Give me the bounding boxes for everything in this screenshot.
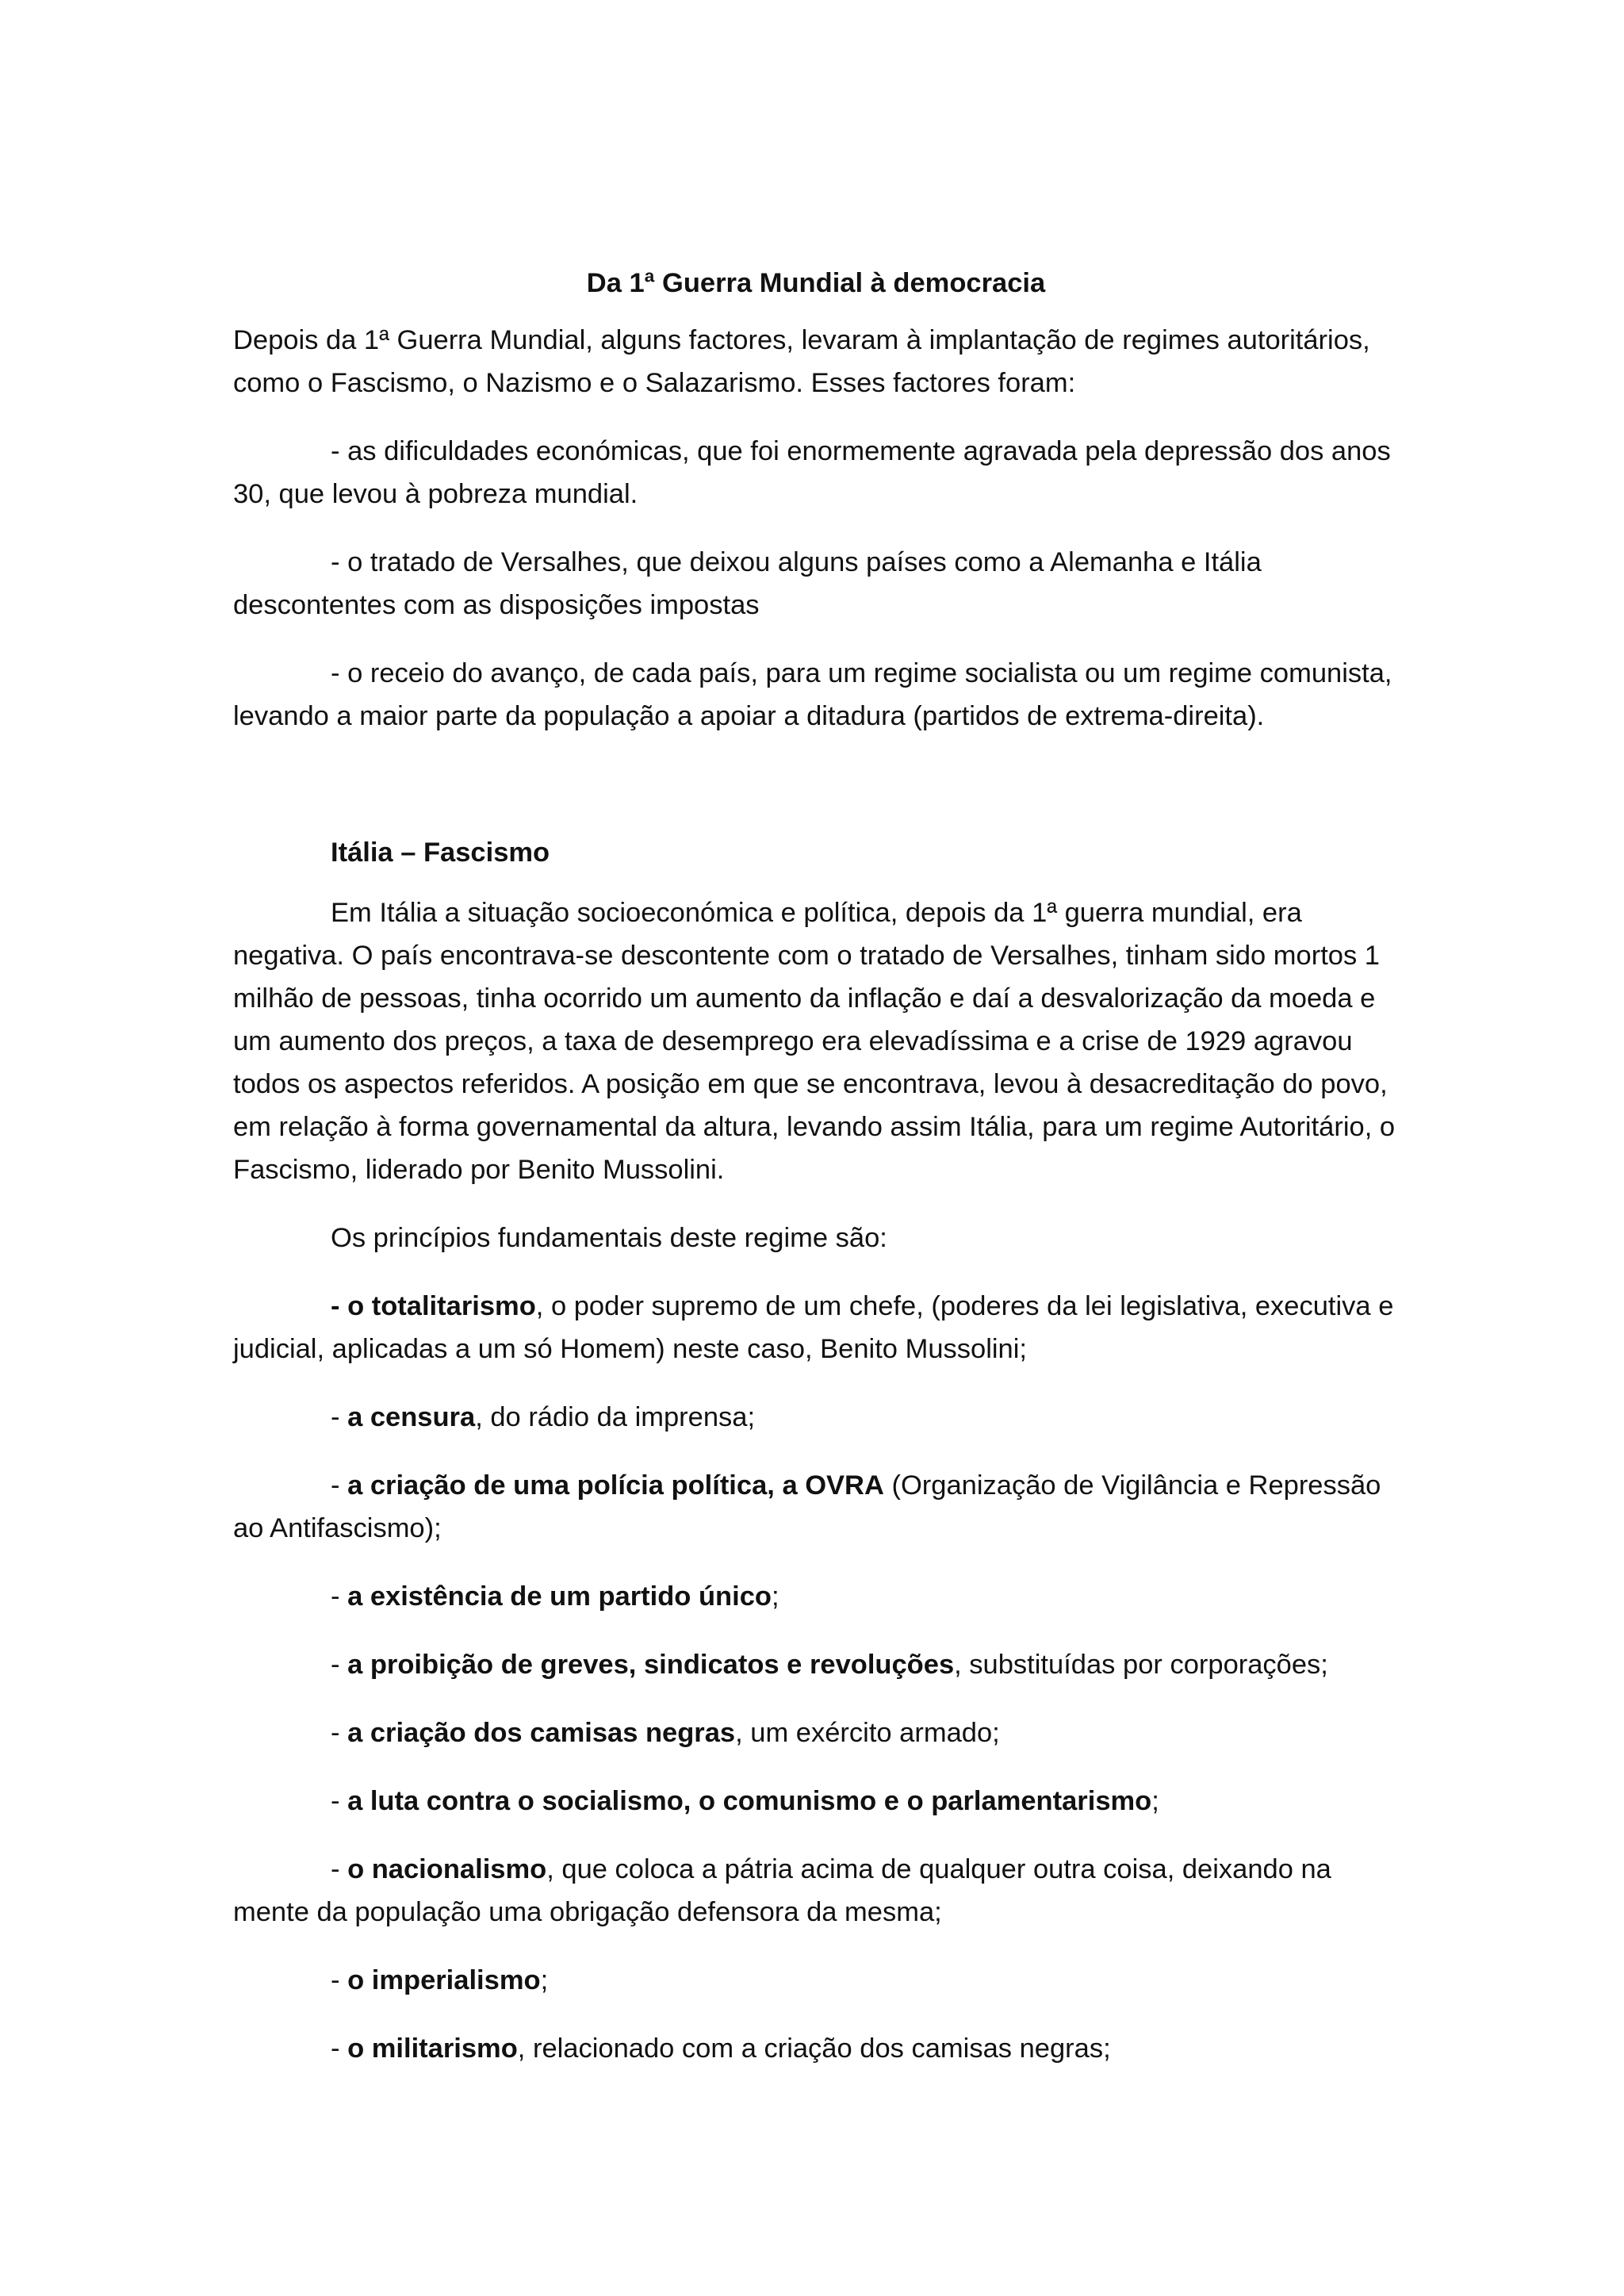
principle-term: a censura [347, 1402, 476, 1432]
principle-dash: - [331, 1581, 348, 1612]
factor-item: - o receio do avanço, de cada país, para um regime socialista ou um regime comunista, levando a maior parte da população a apoiar a ditadura (partidos de extrema-direita). [233, 658, 1392, 731]
principle-description: ; [540, 1965, 549, 1995]
principle-dash: - [331, 1854, 348, 1884]
section-heading: Itália – Fascismo [331, 838, 550, 868]
principle-description: ; [771, 1581, 779, 1612]
principle-item [233, 1285, 1399, 1370]
italy-paragraph: Em Itália a situação socioeconómica e política, depois da 1ª guerra mundial, era negativa. O país encontrava-se descontente com o tratado de Versalhes, tinham sido mortos 1 milhão de pessoas, tinha ocorrido um aumento da inflação e daí a desvalorização da moeda e um aumento dos preços, a taxa de desemprego era elevadíssima e a crise de 1929 agravou todos os aspectos referidos. A posição em que se encontrava, levou à desacreditação do povo, em relação à forma governamental da altura, levando assim Itália, para um regime Autoritário, o Fascismo, liderado por Benito Mussolini. [233, 898, 1396, 1185]
principle-item [233, 1396, 1399, 1439]
intro-paragraph: Depois da 1ª Guerra Mundial, alguns factores, levaram à implantação de regimes autoritários, como o Fascismo, o Nazismo e o Salazarismo. Esses factores foram: [233, 325, 1370, 398]
principles-intro: Os princípios fundamentais deste regime são: [331, 1223, 887, 1253]
principle-item [233, 1711, 1399, 1754]
principle-term: o imperialismo [347, 1965, 541, 1995]
principle-description: , relacionado com a criação dos camisas negras; [517, 2033, 1111, 2064]
principle-description: (Organização de Vigilância e Repressão ao Antifascismo); [233, 1470, 1381, 1543]
principle-description: , o poder supremo de um chefe, (poderes da lei legislativa, executiva e judicial, aplicadas a um só Homem) neste caso, Benito Mussolini; [233, 1291, 1394, 1364]
principle-item [233, 1464, 1399, 1550]
principle-dash: - [331, 1470, 348, 1501]
principle-term: a proibição de greves, sindicatos e revoluções [347, 1650, 955, 1680]
principle-term: a criação de uma polícia política, a OVRA [347, 1470, 884, 1501]
principle-item [233, 2027, 1399, 2070]
principle-dash: - [331, 2033, 348, 2064]
principle-dash: - [331, 1718, 348, 1748]
document-page [233, 262, 1399, 2095]
principle-description: , que coloca a pátria acima de qualquer outra coisa, deixando na mente da população uma obrigação defensora da mesma; [233, 1854, 1331, 1927]
principle-dash: - [331, 1650, 348, 1680]
principle-dash: - [331, 1965, 348, 1995]
factor-item: - o tratado de Versalhes, que deixou alguns países como a Alemanha e Itália descontentes com as disposições impostas [233, 547, 1262, 620]
principle-dash: - [331, 1402, 348, 1432]
principle-term: a luta contra o socialismo, o comunismo e o parlamentarismo [347, 1786, 1152, 1816]
principle-description: ; [1151, 1786, 1159, 1816]
principle-term: a criação dos camisas negras [347, 1718, 736, 1748]
principle-description: , um exército armado; [735, 1718, 1000, 1748]
principle-term: - o totalitarismo [331, 1291, 536, 1321]
principle-dash: - [331, 1786, 348, 1816]
principle-description: , do rádio da imprensa; [475, 1402, 756, 1432]
principle-item [233, 1848, 1399, 1934]
principle-item [233, 1575, 1399, 1618]
document-title: Da 1ª Guerra Mundial à democracia [586, 268, 1046, 298]
principle-term: o nacionalismo [347, 1854, 547, 1884]
principle-item [233, 1959, 1399, 2002]
principle-term: a existência de um partido único [347, 1581, 772, 1612]
factor-item: - as dificuldades económicas, que foi enormemente agravada pela depressão dos anos 30, que levou à pobreza mundial. [233, 436, 1391, 509]
principle-description: , substituídas por corporações; [954, 1650, 1328, 1680]
principle-item [233, 1643, 1399, 1686]
principle-item [233, 1780, 1399, 1823]
principle-term: o militarismo [347, 2033, 518, 2064]
